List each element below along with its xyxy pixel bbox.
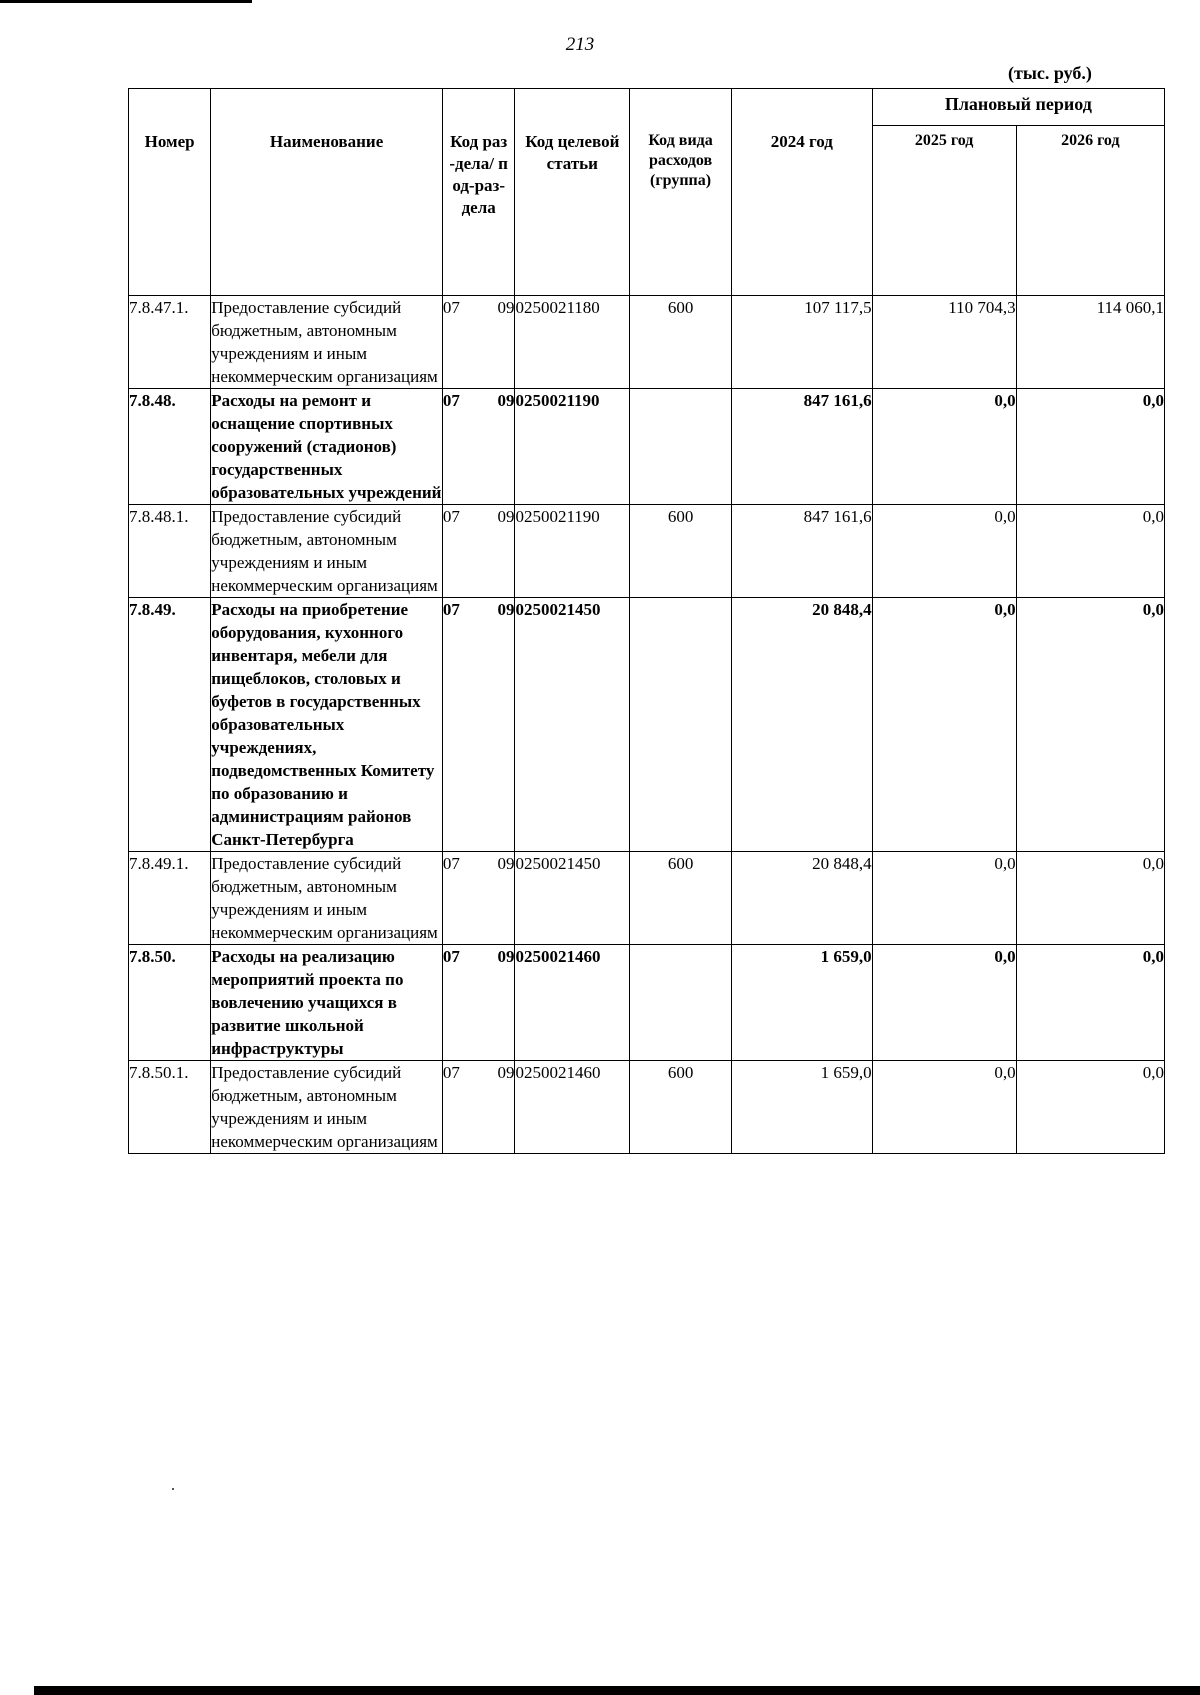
row-target-code: 0250021190 (515, 505, 630, 598)
row-section: 07 (442, 600, 460, 619)
row-target-code: 0250021450 (515, 852, 630, 945)
section-code-pair (443, 598, 515, 621)
row-2025: 0,0 (872, 945, 1016, 1061)
table-row (129, 945, 1165, 1061)
row-name: Расходы на приобретение оборудования, кухонного инвентаря, мебели для пищеблоков, столовых и буфетов в государственных образовательных учреждениях, подведомственных Комитету по образованию и администрациям районов Санкт-Петербурга (211, 598, 443, 852)
row-2026: 0,0 (1016, 598, 1164, 852)
row-2024: 1 659,0 (731, 945, 872, 1061)
row-2026: 0,0 (1016, 852, 1164, 945)
row-section: 07 (442, 298, 460, 317)
row-subsection: 09 (497, 391, 515, 410)
row-2024: 1 659,0 (731, 1061, 872, 1154)
row-target-code: 0250021460 (515, 1061, 630, 1154)
row-section: 07 (442, 1063, 460, 1082)
row-expense-group (630, 945, 732, 1061)
row-expense-group: 600 (630, 296, 732, 389)
row-2026: 0,0 (1016, 505, 1164, 598)
row-2024: 107 117,5 (731, 296, 872, 389)
row-name: Предоставление субсидий бюджетным, автономным учреждениям и иным некоммерческим организациям (211, 852, 443, 945)
row-name: Предоставление субсидий бюджетным, автономным учреждениям и иным некоммерческим организациям (211, 1061, 443, 1154)
row-number: 7.8.48.1. (129, 505, 211, 598)
row-name: Предоставление субсидий бюджетным, автономным учреждениям и иным некоммерческим организациям (211, 296, 443, 389)
row-2025: 0,0 (872, 389, 1016, 505)
header-2025: 2025 год (872, 126, 1016, 296)
top-rule (0, 0, 252, 3)
row-2024: 20 848,4 (731, 598, 872, 852)
row-section-code (442, 598, 515, 852)
header-section-code-text: Код раз-дела/ под-раз-дела (449, 132, 508, 217)
row-subsection: 09 (497, 298, 515, 317)
row-section-code (442, 505, 515, 598)
row-2024: 847 161,6 (731, 505, 872, 598)
row-target-code: 0250021190 (515, 389, 630, 505)
row-2025: 0,0 (872, 852, 1016, 945)
table-body (129, 296, 1165, 1154)
scan-speck (172, 1488, 174, 1490)
budget-table (128, 88, 1165, 1154)
row-number: 7.8.49.1. (129, 852, 211, 945)
header-number: Номер (129, 89, 211, 296)
header-2026: 2026 год (1016, 126, 1164, 296)
row-name: Расходы на реализацию мероприятий проекта по вовлечению учащихся в развитие школьной инфраструктуры (211, 945, 443, 1061)
row-2026: 0,0 (1016, 1061, 1164, 1154)
row-section: 07 (442, 947, 460, 966)
row-subsection: 09 (497, 947, 515, 966)
row-target-code: 0250021450 (515, 598, 630, 852)
row-subsection: 09 (497, 854, 515, 873)
table-row (129, 1061, 1165, 1154)
row-section: 07 (442, 507, 460, 526)
row-2025: 110 704,3 (872, 296, 1016, 389)
section-code-pair (443, 852, 515, 875)
page-number: 213 (565, 34, 595, 55)
row-number: 7.8.50.1. (129, 1061, 211, 1154)
row-subsection: 09 (497, 600, 515, 619)
row-2025: 0,0 (872, 1061, 1016, 1154)
row-subsection: 09 (497, 1063, 515, 1082)
row-2026: 0,0 (1016, 945, 1164, 1061)
table-row (129, 296, 1165, 389)
section-code-pair (443, 1061, 515, 1084)
row-expense-group: 600 (630, 505, 732, 598)
row-expense-group: 600 (630, 1061, 732, 1154)
table-row (129, 505, 1165, 598)
header-name: Наименование (211, 89, 443, 296)
header-target-code: Код целевой статьи (515, 89, 630, 296)
row-expense-group (630, 598, 732, 852)
section-code-pair (443, 505, 515, 528)
table-row (129, 598, 1165, 852)
row-2025: 0,0 (872, 505, 1016, 598)
row-number: 7.8.48. (129, 389, 211, 505)
header-planned-period: Плановый период (872, 89, 1164, 126)
row-section-code (442, 945, 515, 1061)
section-code-pair (443, 389, 515, 412)
row-section: 07 (442, 391, 460, 410)
row-name: Расходы на ремонт и оснащение спортивных сооружений (стадионов) государственных образовательных учреждений (211, 389, 443, 505)
row-2025: 0,0 (872, 598, 1016, 852)
row-expense-group: 600 (630, 852, 732, 945)
row-target-code: 0250021180 (515, 296, 630, 389)
row-2026: 0,0 (1016, 389, 1164, 505)
table-row (129, 852, 1165, 945)
header-expense-type: Код вида расходов (группа) (630, 89, 732, 296)
row-2026: 114 060,1 (1016, 296, 1164, 389)
row-section: 07 (442, 854, 460, 873)
units-label: (тыс. руб.) (1008, 63, 1092, 83)
header-2024: 2024 год (731, 89, 872, 296)
row-expense-group (630, 389, 732, 505)
header-section-code (442, 89, 515, 296)
section-code-pair (443, 296, 515, 319)
row-section-code (442, 852, 515, 945)
row-2024: 847 161,6 (731, 389, 872, 505)
header-row (129, 89, 1165, 126)
bottom-bar (34, 1686, 1200, 1695)
section-code-pair (443, 945, 515, 968)
row-section-code (442, 1061, 515, 1154)
row-number: 7.8.49. (129, 598, 211, 852)
row-target-code: 0250021460 (515, 945, 630, 1061)
row-2024: 20 848,4 (731, 852, 872, 945)
row-number: 7.8.50. (129, 945, 211, 1061)
row-section-code (442, 389, 515, 505)
row-subsection: 09 (497, 507, 515, 526)
row-section-code (442, 296, 515, 389)
table-row (129, 389, 1165, 505)
row-number: 7.8.47.1. (129, 296, 211, 389)
row-name: Предоставление субсидий бюджетным, автономным учреждениям и иным некоммерческим организациям (211, 505, 443, 598)
